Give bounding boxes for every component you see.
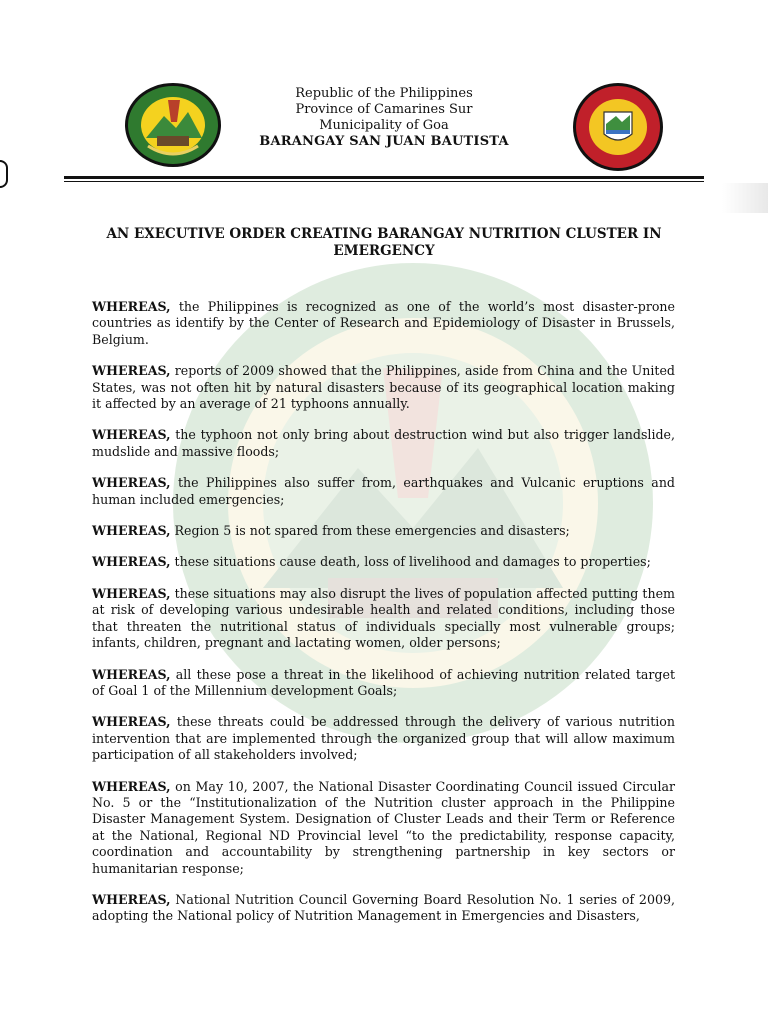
whereas-paragraph — [92, 363, 675, 412]
whereas-paragraph — [92, 714, 675, 763]
whereas-lead: WHEREAS, — [92, 891, 171, 907]
whereas-text: the Philippines also suffer from, earthquakes and Vulcanic eruptions and human included emergencies; — [92, 475, 675, 507]
whereas-text: on May 10, 2007, the National Disaster Coordinating Council issued Circular No. 5 or the “Institutionalization of the Nutrition cluster approach in the Philippine Disaster Management System. Designation of Cluster Leads and their Term or Reference at the National, Regional ND Provincial level “to the predictability, response capacity, coordination and accountability by strengthening partnership in key sectors or humanitarian response; — [92, 778, 675, 876]
whereas-paragraph — [92, 523, 675, 539]
whereas-paragraph — [92, 779, 675, 877]
whereas-lead: WHEREAS, — [92, 585, 171, 601]
page-edge-mark — [0, 160, 8, 188]
whereas-lead: WHEREAS, — [92, 299, 171, 314]
whereas-lead: WHEREAS, — [92, 475, 171, 491]
header-province: Province of Camarines Sur — [295, 102, 473, 117]
whereas-text: these threats could be addressed through the delivery of various nutrition intervention that are implemented through the organized group that will allow maximum participation of all stakeholders involved; — [92, 714, 675, 763]
whereas-paragraph — [92, 427, 675, 460]
whereas-lead: WHEREAS, — [92, 714, 171, 730]
whereas-text: the typhoon not only bring about destruction wind but also trigger landslide, mudslide and massive floods; — [92, 427, 675, 459]
whereas-paragraph — [92, 475, 675, 508]
document-body — [92, 299, 675, 940]
header-rule-thick — [64, 176, 704, 179]
scan-shadow — [722, 183, 768, 213]
whereas-paragraph — [92, 586, 675, 652]
whereas-text: all these pose a threat in the likelihood of achieving nutrition related target of Goal 1 of the Millennium development Goals; — [92, 666, 675, 698]
whereas-text: Region 5 is not spared from these emergencies and disasters; — [170, 523, 570, 539]
whereas-lead: WHEREAS, — [92, 363, 171, 379]
whereas-lead: WHEREAS, — [92, 666, 171, 682]
document-title: AN EXECUTIVE ORDER CREATING BARANGAY NUTRITION CLUSTER IN EMERGENCY — [106, 226, 662, 259]
whereas-lead: WHEREAS, — [92, 554, 171, 570]
municipality-seal-right — [572, 82, 664, 172]
whereas-lead: WHEREAS, — [92, 778, 171, 794]
barangay-seal-left — [124, 82, 222, 168]
whereas-paragraph — [92, 299, 675, 348]
whereas-text: these situations cause death, loss of livelihood and damages to properties; — [170, 554, 651, 570]
whereas-text: reports of 2009 showed that the Philippines, aside from China and the United States, was not often hit by natural disasters because of its geographical location making it affected by an average of 21 typhoons annually. — [92, 363, 675, 412]
whereas-paragraph — [92, 892, 675, 925]
header-rule-thin — [64, 181, 704, 182]
document-header — [230, 86, 538, 150]
whereas-text: these situations may also disrupt the lives of population affected putting them at risk of developing various undesirable health and related conditions, including those that threaten the nutritional status of individuals specially most vulnerable groups; infants, children, pregnant and lactating women, older persons; — [92, 585, 675, 651]
whereas-lead: WHEREAS, — [92, 523, 171, 539]
header-municipality: Municipality of Goa — [319, 118, 449, 133]
whereas-paragraph — [92, 667, 675, 700]
whereas-text: the Philippines is recognized as one of the world’s most disaster-prone countries as identify by the Center of Research and Epidemiology of Disaster in Brussels, Belgium. — [92, 299, 675, 347]
whereas-text: National Nutrition Council Governing Board Resolution No. 1 series of 2009, adopting the National policy of Nutrition Management in Emergencies and Disasters, — [92, 891, 675, 924]
whereas-lead: WHEREAS, — [92, 427, 171, 443]
header-republic: Republic of the Philippines — [295, 86, 473, 101]
whereas-paragraph — [92, 554, 675, 570]
header-barangay: BARANGAY SAN JUAN BAUTISTA — [259, 134, 509, 149]
